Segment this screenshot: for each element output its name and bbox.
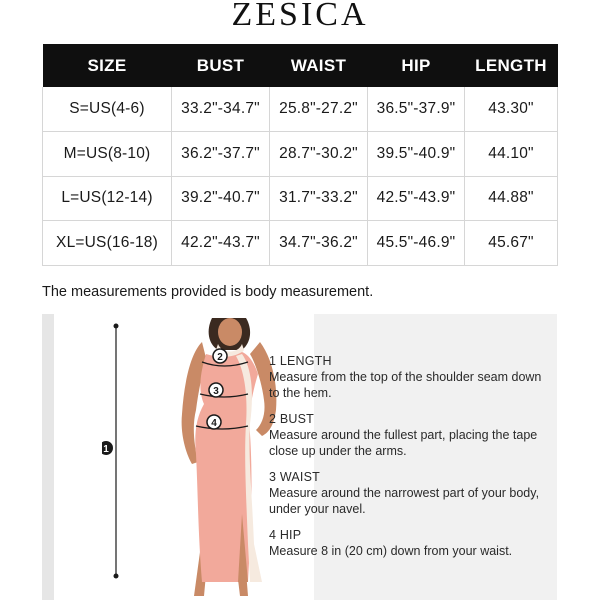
header-size: SIZE [43,44,172,87]
size-chart-table [42,44,558,266]
instruction-text: Measure 8 in (20 cm) down from your waist. [269,544,513,558]
instruction-bust [269,411,549,459]
header-length: LENGTH [465,44,558,87]
cell-size: M=US(8-10) [43,132,172,177]
instruction-title: 1 LENGTH [269,354,332,368]
cell-waist: 31.7"-33.2" [270,176,368,221]
instruction-title: 4 HIP [269,528,302,542]
table-header-row [43,44,558,87]
cell-length: 45.67" [465,221,558,266]
cell-hip: 39.5"-40.9" [368,132,465,177]
svg-text:2: 2 [217,352,223,363]
cell-length: 43.30" [465,87,558,132]
cell-hip: 45.5"-46.9" [368,221,465,266]
marker-bust [213,349,227,363]
length-line-end [114,574,119,579]
instruction-length [269,353,549,401]
header-bust: BUST [172,44,270,87]
cell-waist: 25.8"-27.2" [270,87,368,132]
cell-bust: 39.2"-40.7" [172,176,270,221]
instruction-text: Measure from the top of the shoulder seam down to the hem. [269,370,542,400]
marker-waist [209,383,223,397]
cell-hip: 36.5"-37.9" [368,87,465,132]
measurement-instructions [269,353,549,569]
cell-bust: 36.2"-37.7" [172,132,270,177]
instruction-text: Measure around the narrowest part of your body, under your navel. [269,486,540,516]
instruction-hip [269,527,549,559]
table-row [43,221,558,266]
cell-bust: 42.2"-43.7" [172,221,270,266]
header-waist: WAIST [270,44,368,87]
length-line-end [114,324,119,329]
cell-bust: 33.2"-34.7" [172,87,270,132]
instruction-text: Measure around the fullest part, placing the tape close up under the arms. [269,428,538,458]
table-row [43,87,558,132]
cell-size: L=US(12-14) [43,176,172,221]
marker-hip [207,415,221,429]
cell-waist: 28.7"-30.2" [270,132,368,177]
instruction-title: 3 WAIST [269,470,320,484]
svg-text:3: 3 [213,386,219,397]
svg-text:1: 1 [103,444,109,455]
table-row [43,176,558,221]
measurement-note: The measurements provided is body measurement. [42,284,374,300]
head-shape [218,318,242,346]
svg-text:4: 4 [211,418,217,429]
cell-waist: 34.7"-36.2" [270,221,368,266]
cell-length: 44.10" [465,132,558,177]
instruction-waist [269,469,549,517]
cell-length: 44.88" [465,176,558,221]
cell-size: S=US(4-6) [43,87,172,132]
cell-size: XL=US(16-18) [43,221,172,266]
header-hip: HIP [368,44,465,87]
left-strip [42,314,54,600]
table-row [43,132,558,177]
brand-logo: ZESICA [231,0,369,33]
instruction-title: 2 BUST [269,412,314,426]
cell-hip: 42.5"-43.9" [368,176,465,221]
